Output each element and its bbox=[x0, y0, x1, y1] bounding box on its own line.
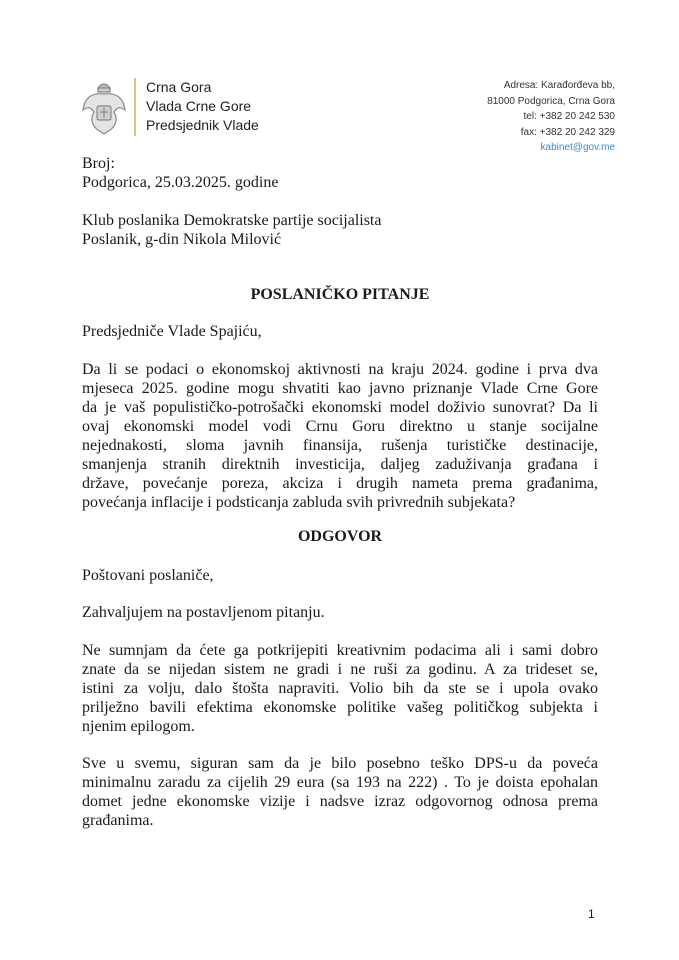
text-line: mjeseca 2025. godine mogu shvatiti kao javno priznanje Vlade Crne Gore bbox=[82, 380, 598, 397]
contact-address bbox=[487, 78, 615, 156]
header-divider bbox=[134, 78, 136, 136]
fax: fax: +382 20 242 329 bbox=[520, 126, 615, 138]
text-line: povećanja inflacije i podsticanja zabluda svih privrednih subjekata? bbox=[82, 494, 516, 511]
answer-salutation: Poštovani poslaniče, bbox=[82, 567, 214, 584]
text-line: minimalnu zaradu za cijelih 29 eura (sa 193 na 222) . To je doista epohalan bbox=[82, 774, 598, 791]
text-line: znate da se nijedan sistem ne gradi i ne ruši za godinu. A za trideset se, bbox=[82, 661, 598, 678]
question-paragraph bbox=[82, 360, 598, 512]
answer-thanks: Zahvaljujem na postavljenom pitanju. bbox=[82, 604, 325, 621]
date-line: Podgorica, 25.03.2025. godine bbox=[82, 174, 279, 191]
text-line: Sve u svemu, siguran sam da je bilo posebno teško DPS-u da poveća bbox=[82, 755, 598, 772]
org-line: Crna Gora bbox=[146, 79, 212, 95]
document-meta bbox=[82, 154, 598, 192]
answer-paragraph-2 bbox=[82, 754, 598, 830]
text-line: Ne sumnjam da ćete ga potkrijepiti kreativnim podacima ali i sami dobro bbox=[82, 642, 598, 659]
org-line: Predsjednik Vlade bbox=[146, 117, 259, 133]
recipient-line: Klub poslanika Demokratske partije socijalista bbox=[82, 212, 382, 229]
coat-of-arms-icon bbox=[80, 78, 128, 136]
phone: tel: +382 20 242 530 bbox=[523, 111, 615, 122]
text-line: ovaj ekonomski model vodi Crnu Goru direktno u stanje socijalne bbox=[82, 418, 598, 435]
address-line: Adresa: Karađorđeva bb, bbox=[503, 80, 615, 91]
text-line: nejednakosti, sloma javnih finansija, rušenja turističke destinacije, bbox=[82, 437, 598, 454]
answer-paragraph-1 bbox=[82, 641, 598, 736]
text-line: Da li se podaci o ekonomskoj aktivnosti na kraju 2024. godine i prva dva bbox=[82, 361, 598, 378]
text-line: njenim epilogom. bbox=[82, 718, 195, 735]
text-line: domet jedne ekonomske vizije i nadsve izraz odgovornog odnosa prema bbox=[82, 793, 598, 810]
reference-number: Broj: bbox=[82, 155, 115, 172]
email-link[interactable]: kabinet@gov.me bbox=[540, 142, 615, 153]
recipient bbox=[82, 211, 598, 249]
text-line: da je vaš populističko-potrošački ekonomski model doživio sunovrat? Da li bbox=[82, 399, 598, 416]
organization-name bbox=[146, 78, 259, 135]
question-salutation: Predsjedniče Vlade Spajiću, bbox=[82, 323, 262, 340]
text-line: države, povećanje poreza, akciza i drugih nameta prema građanima, bbox=[82, 475, 598, 492]
answer-title: ODGOVOR bbox=[297, 528, 383, 545]
recipient-line: Poslanik, g-din Nikola Milović bbox=[82, 231, 282, 248]
org-line: Vlada Crne Gore bbox=[146, 98, 252, 114]
text-line: priljеžno bavili efektima ekonomske politike vašeg političkog subjekta i bbox=[82, 699, 598, 716]
text-line: smanjenja stranih direktnih investicija, daljeg zaduživanja građana i bbox=[82, 456, 598, 473]
page-number: 1 bbox=[588, 907, 595, 921]
address-line: 81000 Podgorica, Crna Gora bbox=[487, 95, 615, 107]
question-title: POSLANIČKO PITANJE bbox=[250, 286, 430, 303]
text-line: istini za volju, dalo štošta napraviti. Volio bih da ste se i upola ovako bbox=[82, 680, 598, 697]
text-line: građanima. bbox=[82, 812, 154, 829]
